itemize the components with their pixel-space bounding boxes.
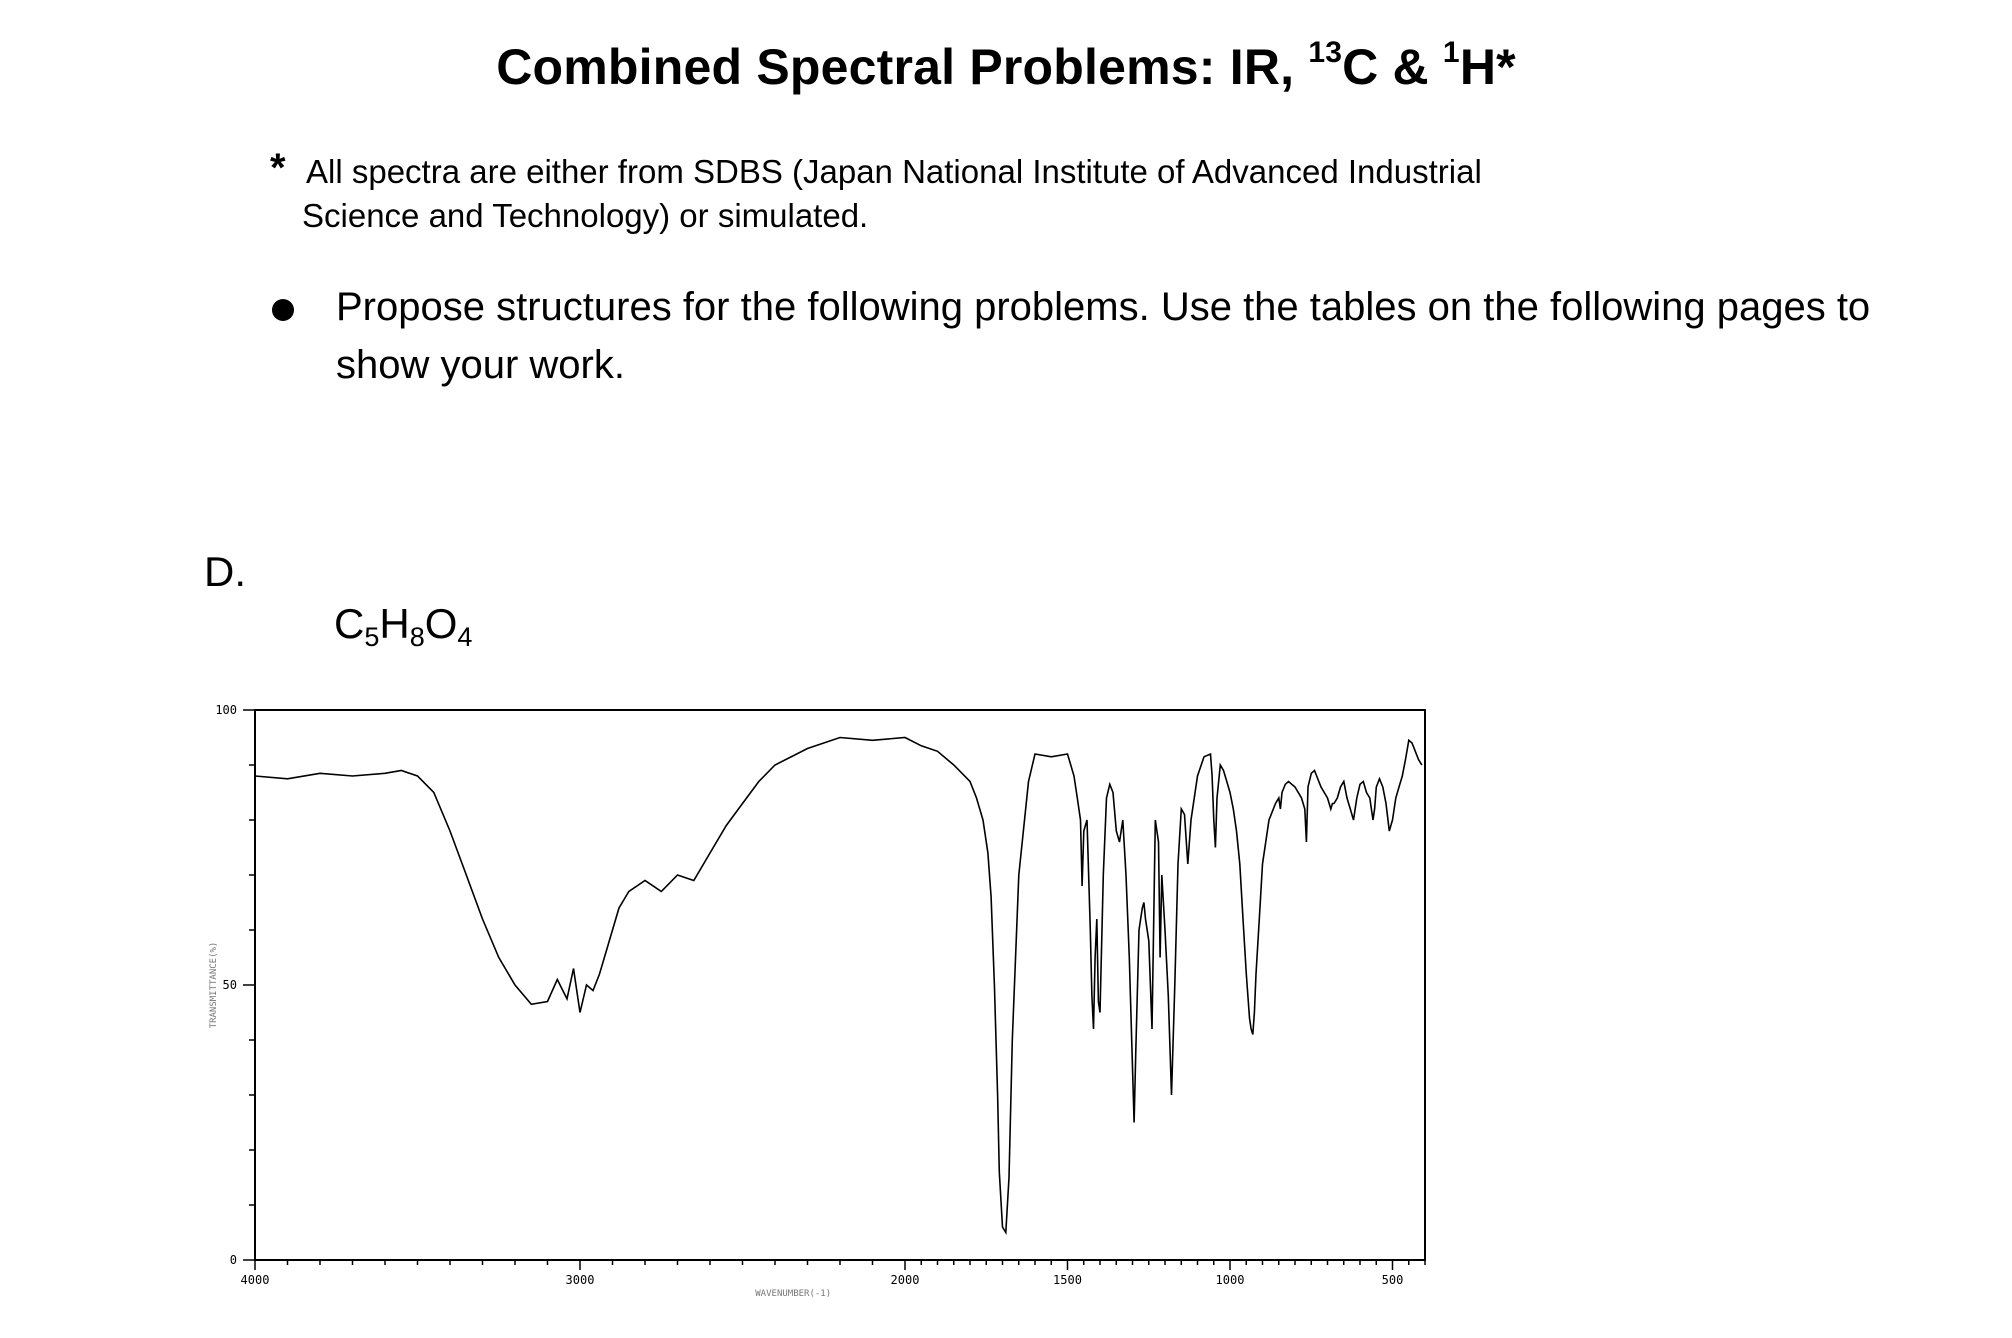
formula-carbon-count: 5: [364, 622, 380, 652]
y-axis-ticks: [215, 703, 255, 1267]
title-carbon: C &: [1342, 39, 1443, 95]
x-axis-label: WAVENUMBER(-1): [755, 1289, 832, 1299]
x-tick-label: 3000: [565, 1273, 595, 1287]
footnote-line-2: Science and Technology) or simulated.: [302, 197, 869, 234]
problem-label: D.: [204, 548, 246, 595]
formula-oxygen: O: [424, 600, 458, 647]
y-tick-label: 0: [229, 1253, 237, 1267]
y-tick-label: 50: [222, 978, 237, 992]
plot-frame: [255, 710, 1425, 1260]
title-h-superscript: 1: [1442, 36, 1460, 69]
title-hydrogen: H*: [1459, 39, 1516, 95]
footnote-asterisk: *: [270, 146, 286, 190]
x-tick-label: 1500: [1053, 1273, 1082, 1287]
y-axis-label: TRANSMITTANCE(%): [209, 941, 219, 1029]
x-tick-label: 2000: [890, 1273, 920, 1287]
y-tick-label: 100: [215, 703, 237, 717]
footnote-line-1: All spectra are either from SDBS (Japan National Institute of Advanced Industrial: [306, 153, 1482, 190]
x-axis-ticks: [241, 1260, 1425, 1287]
formula-hydrogen: H: [379, 600, 410, 647]
formula-hydrogen-count: 8: [409, 622, 425, 652]
title-c-superscript: 13: [1308, 36, 1343, 69]
x-tick-label: 500: [1381, 1273, 1404, 1287]
formula-oxygen-count: 4: [457, 622, 473, 652]
formula-carbon: C: [334, 600, 365, 647]
title-main: Combined Spectral Problems: IR,: [496, 39, 1309, 95]
instruction-text: Propose structures for the following problems. Use the tables on the following pages to show your work.: [336, 285, 1871, 387]
x-tick-label: 1000: [1215, 1273, 1245, 1287]
x-tick-label: 4000: [240, 1273, 270, 1287]
spectrum-line: [255, 738, 1422, 1233]
